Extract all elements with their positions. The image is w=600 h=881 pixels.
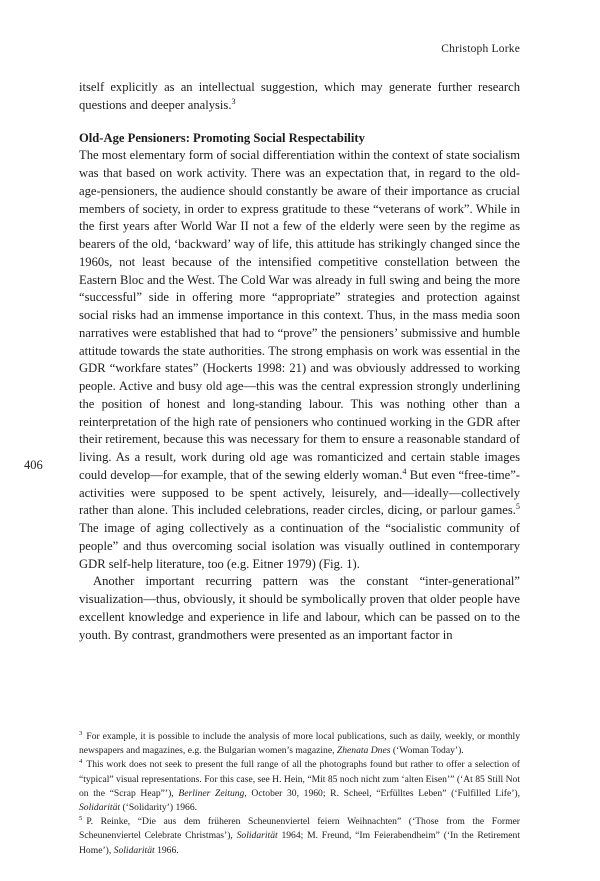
- footnote-4: [79, 758, 520, 815]
- paragraph-text: The image of aging collectively as a continuation of the “socialistic community of people” and thus overcoming social isolation was visually outlined in contemporary GDR self-help literature, too (e.g. Eitner 1979) (Fig. 1).: [79, 521, 520, 571]
- footnote-text: , October 30, 1960; R. Scheel, “Erfülltes Leben” (‘Fulfilled Life’),: [244, 787, 521, 799]
- footnote-number: 5: [79, 815, 83, 823]
- footnote-number: 4: [79, 758, 83, 766]
- footnote-title: Solidarität: [236, 830, 278, 842]
- footnote-title: Berliner Zeitung: [178, 787, 245, 799]
- paragraph-text: The most elementary form of social differentiation within the context of state socialism was that based on work activity. There was an expectation that, in regard to the old-age-pensioners, the audience should constantly be aware of their importance as crucial members of society, in order to express gratitude to these “veterans of work”. While in the first years after World War II not a few of the elderly were seen by the regime as bearers of the old, ‘backward’ way of life, this attitude has strikingly changed since the 1960s, not least because of the intensified competitive constellation between the Eastern Bloc and the West. The Cold War was already in full swing and being the more “successful” side in offering more “appropriate” strategies and protection against social risks had an immense importance in this context. Thus, in the mass media soon narratives were established that had to “prove” the pensioners’ submissive and humble attitude towards the state authorities. The strong emphasis on work was essential in the GDR “workfare states” (Hockerts 1998: 21) and was obviously addressed to working people. Active and busy old age—this was the central expression strongly underlining the position of honest and long-standing labour. This was nothing other than a reinterpretation of the high rate of pensioners who continued working in the GDR after their retirement, because this was necessary for them to ensure a reasonable standard of living. As a result, work during old age was romanticized and certain stable images could develop—for example, that of the sewing elderly woman.: [79, 148, 520, 482]
- footnote-ref-5[interactable]: 5: [515, 502, 520, 512]
- footnote-ref-3[interactable]: 3: [231, 96, 236, 106]
- paragraph-work-activity: [79, 147, 520, 573]
- page-number: 406: [24, 458, 43, 472]
- footnote-title: Solidarität: [79, 802, 121, 814]
- footnote-text: 1964; M. Freund, “Im Feierabendheim” (‘In the Retirement Home’),: [79, 830, 520, 856]
- footnote-text: (‘Woman Today’).: [390, 745, 464, 757]
- footnote-text: P. Reinke, “Die aus dem früheren Scheunenviertel feiern Weihnachten” (‘Those from the Former Scheunenviertel Celebrate Christmas’),: [79, 816, 520, 842]
- paragraph-text: But even “free-time”-activities were supposed to be spent actively, leisurely, and—ideally—collectively rather than alone. This included celebrations, reader circles, dicing, or parlour games.: [79, 467, 520, 518]
- footnotes: [79, 730, 520, 858]
- footnote-title: Zhenata Dnes: [336, 745, 391, 757]
- footnote-text: 1966.: [154, 844, 179, 856]
- footnote-text: This work does not seek to present the full range of all the photographs found but rather to offer a selection of “typical” visual representations. For this case, see H. Hein, “Mit 85 noch nicht zum ‘alten Eisen’” (‘At 85 Still Not on the “Scrap Heap”’),: [79, 759, 520, 799]
- main-text: [79, 79, 520, 644]
- intro-text: itself explicitly as an intellectual suggestion, which may generate further research questions and deeper analysis.: [79, 80, 520, 112]
- running-header: Christoph Lorke: [441, 43, 520, 55]
- footnote-5: [79, 815, 520, 858]
- footnote-text: (‘Solidarity’) 1966.: [120, 802, 198, 814]
- footnote-3: [79, 730, 520, 758]
- intro-paragraph: [79, 79, 520, 115]
- section-heading: Old-Age Pensioners: Promoting Social Respectability: [79, 130, 365, 145]
- footnote-text: For example, it is possible to include the analysis of more local publications, such as daily, weekly, or monthly newspapers and magazines, e.g. the Bulgarian women’s magazine,: [79, 731, 520, 757]
- paragraph-inter-generational: Another important recurring pattern was the constant “inter-generational” visualization—thus, obviously, it should be symbolically proven that older people have excellent knowledge and experience in life and labour, which can be passed on to the youth. By contrast, grandmothers were presented as an important factor in: [79, 574, 520, 642]
- footnote-title: Solidarität: [113, 844, 155, 856]
- footnote-ref-4[interactable]: 4: [402, 466, 407, 476]
- footnote-number: 3: [79, 729, 83, 737]
